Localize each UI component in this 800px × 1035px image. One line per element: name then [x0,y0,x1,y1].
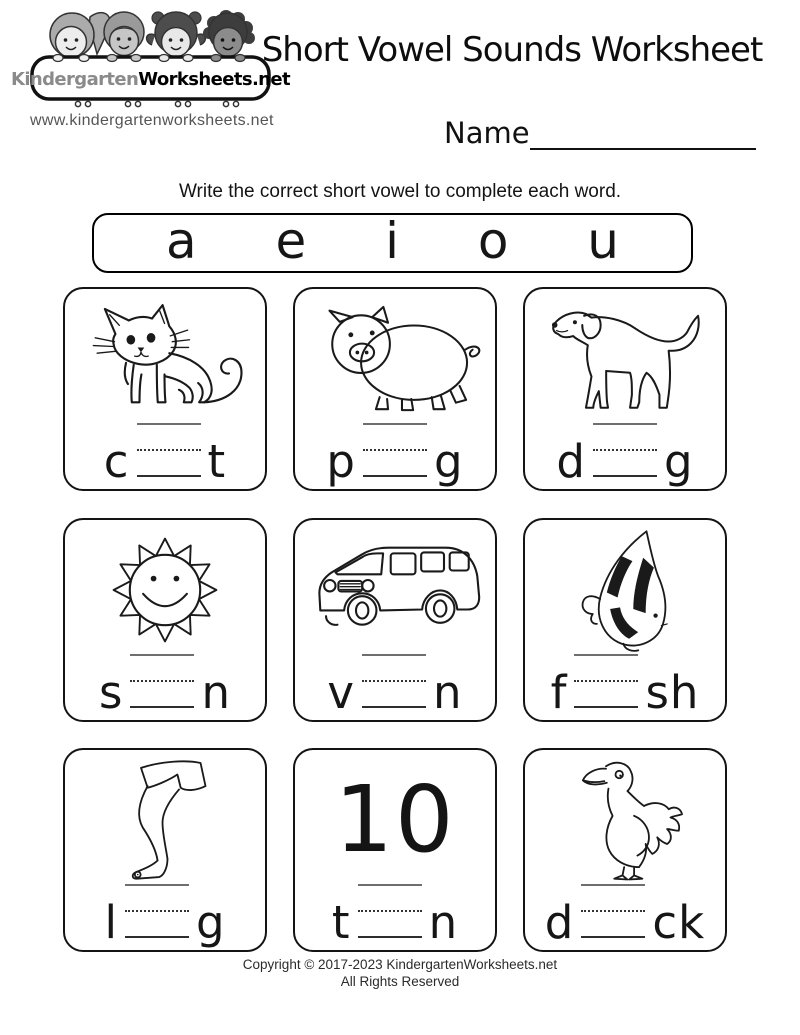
prefix-letter: d [556,435,586,488]
rights-text: All Rights Reserved [340,974,460,989]
vowel-blank-duck[interactable] [581,884,645,938]
prefix-letter: p [326,435,356,488]
name-label: Name [444,116,530,150]
word-ten [295,884,495,949]
suffix-letters: ck [652,896,706,949]
logo-banner-text [11,58,291,100]
copyright-text: Copyright © 2017-2023 KindergartenWorksheets.net [242,957,558,972]
duck-image [525,756,725,884]
footer [0,956,800,990]
prefix-letter: v [327,666,356,719]
prefix-letter: t [331,896,351,949]
vowel-blank-van[interactable] [362,654,426,708]
word-cell-duck [523,748,727,952]
suffix-letter: g [434,435,464,488]
name-row [444,114,756,150]
vowel-blank-pig[interactable] [363,423,427,477]
word-cell-pig [293,287,497,491]
logo-text-dark: Worksheets.net [138,68,291,90]
instruction-text: Write the correct short vowel to complete each word. [178,181,622,202]
word-sun [65,654,265,719]
van-image [295,526,495,654]
pig-image [295,295,495,423]
vowel-blank-ten[interactable] [358,884,422,938]
prefix-letter: s [99,666,124,719]
word-cell-sun [63,518,267,722]
fish-image [525,526,725,654]
word-cell-van [293,518,497,722]
prefix-letter: l [104,896,118,949]
cat-image [65,295,265,423]
prefix-letter: c [103,435,130,488]
word-van [295,654,495,719]
suffix-letter: t [207,435,227,488]
prefix-letter: d [544,896,575,949]
number-ten-image [295,756,495,884]
suffix-letter: n [428,896,459,949]
logo-text-light: Kindergarten [11,68,139,90]
leg-image [65,756,265,884]
name-write-line[interactable] [530,114,756,150]
vowel-o: o [477,212,509,270]
vowel-a: a [166,212,197,270]
suffix-letter: g [664,435,694,488]
vowel-blank-cat[interactable] [137,423,201,477]
word-cell-leg [63,748,267,952]
word-fish [525,654,725,719]
vowel-i: i [385,212,399,270]
suffix-letter: n [201,666,231,719]
vowel-e: e [275,212,307,270]
prefix-letter: f [550,666,568,719]
sun-image [65,526,265,654]
vowel-u: u [587,212,619,270]
suffix-letters: sh [645,666,700,719]
word-cat [65,423,265,488]
page-title: Short Vowel Sounds Worksheet [261,30,763,70]
word-cell-fish [523,518,727,722]
vowel-blank-leg[interactable] [125,884,189,938]
word-leg [65,884,265,949]
word-pig [295,423,495,488]
suffix-letter: g [195,896,226,949]
vowel-blank-dog[interactable] [593,423,657,477]
dog-image [525,295,725,423]
word-cell-cat [63,287,267,491]
vowel-blank-sun[interactable] [130,654,194,708]
website-url: www.kindergartenworksheets.net [30,112,274,129]
vowel-bank [92,213,693,273]
vowel-blank-fish[interactable] [574,654,638,708]
number-ten-text: 10 [334,766,456,873]
suffix-letter: n [433,666,463,719]
word-cell-ten [293,748,497,952]
word-dog [525,423,725,488]
word-duck [525,884,725,949]
word-cell-dog [523,287,727,491]
